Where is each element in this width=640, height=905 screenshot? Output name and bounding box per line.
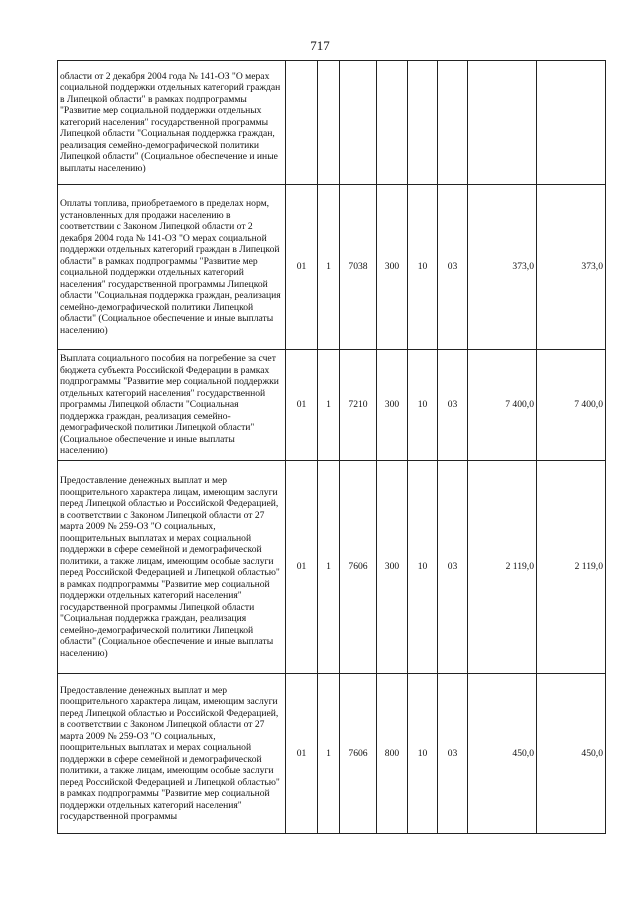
- section-code: [408, 61, 438, 185]
- subprogram-code: 1: [318, 461, 340, 674]
- amount-total-value: 2 119,0: [537, 461, 606, 674]
- direction-code: 7038: [340, 185, 377, 350]
- row-description: Выплата социального пособия на погребение за счет бюджета субъекта Российской Федерации в рамках подпрограммы "Развитие мер социальной поддержки отдельных категорий населения" государственной программы Липецкой области "Социальная поддержка граждан, реализация семейно-демографической политики Липецкой области" (Социальное обеспечение и иные выплаты населению): [58, 350, 286, 461]
- row-description: Предоставление денежных выплат и мер поощрительного характера лицам, имеющим заслуги перед Липецкой областью и Российской Федерацией, в соответствии с Законом Липецкой области от 27 марта 2009 № 259-ОЗ "О социальных, поощрительных выплатах и мерах социальной поддержки в сфере семейной и демографической политики, а также лицам, имеющим особые заслуги перед Российской Федерацией и Липецкой областью" в рамках подпрограммы "Развитие мер социальной поддержки отдельных категорий населения" государственной программы Липецкой области "Социальная поддержка граждан, реализация семейно-демографической политики Липецкой области" (Социальное обеспечение и иные выплаты населению): [58, 461, 286, 674]
- program-code: [286, 61, 318, 185]
- direction-code: 7606: [340, 461, 377, 674]
- program-code: 01: [286, 185, 318, 350]
- table-row: [58, 674, 606, 834]
- program-code: 01: [286, 674, 318, 834]
- amount-value: [468, 61, 537, 185]
- table-row: [58, 185, 606, 350]
- expense-type-code: 800: [377, 674, 408, 834]
- amount-value: 373,0: [468, 185, 537, 350]
- subprogram-code: 1: [318, 350, 340, 461]
- subprogram-code: [318, 61, 340, 185]
- subprogram-code: 1: [318, 674, 340, 834]
- table-row: [58, 461, 606, 674]
- table-body: [58, 61, 606, 834]
- expense-type-code: 300: [377, 350, 408, 461]
- subprogram-code: 1: [318, 185, 340, 350]
- subsection-code: 03: [438, 461, 468, 674]
- subsection-code: 03: [438, 350, 468, 461]
- direction-code: 7210: [340, 350, 377, 461]
- row-description: Оплаты топлива, приобретаемого в пределах норм, установленных для продажи населению в соответствии с Законом Липецкой области от 2 декабря 2004 года № 141-ОЗ "О мерах социальной поддержки отдельных категорий граждан в Липецкой области" в рамках подпрограммы "Развитие мер социальной поддержки отдельных категорий населения" государственной программы Липецкой области "Социальная поддержка граждан, реализация семейно-демографической политики Липецкой области" (Социальное обеспечение и иные выплаты населению): [58, 185, 286, 350]
- page-number: 717: [310, 38, 330, 53]
- table-row: [58, 350, 606, 461]
- section-code: 10: [408, 461, 438, 674]
- amount-total-value: [537, 61, 606, 185]
- section-code: 10: [408, 674, 438, 834]
- amount-total-value: 7 400,0: [537, 350, 606, 461]
- program-code: 01: [286, 461, 318, 674]
- amount-total-value: 450,0: [537, 674, 606, 834]
- row-description: Предоставление денежных выплат и мер поощрительного характера лицам, имеющим заслуги перед Липецкой областью и Российской Федерацией, в соответствии с Законом Липецкой области от 27 марта 2009 № 259-ОЗ "О социальных, поощрительных выплатах и мерах социальной поддержки в сфере семейной и демографической политики, а также лицам, имеющим особые заслуги перед Российской Федерацией и Липецкой областью" в рамках подпрограммы "Развитие мер социальной поддержки отдельных категорий населения" государственной программы: [58, 674, 286, 834]
- amount-total-value: 373,0: [537, 185, 606, 350]
- amount-value: 7 400,0: [468, 350, 537, 461]
- subsection-code: 03: [438, 185, 468, 350]
- amount-value: 450,0: [468, 674, 537, 834]
- table-row: [58, 61, 606, 185]
- direction-code: 7606: [340, 674, 377, 834]
- subsection-code: [438, 61, 468, 185]
- program-code: 01: [286, 350, 318, 461]
- section-code: 10: [408, 350, 438, 461]
- row-description: области от 2 декабря 2004 года № 141-ОЗ "О мерах социальной поддержки отдельных категорий граждан в Липецкой области" в рамках подпрограммы "Развитие мер социальной поддержки отдельных категорий населения" государственной программы Липецкой области "Социальная поддержка граждан, реализация семейно-демографической политики Липецкой области" (Социальное обеспечение и иные выплаты населению): [58, 61, 286, 185]
- direction-code: [340, 61, 377, 185]
- amount-value: 2 119,0: [468, 461, 537, 674]
- expense-type-code: 300: [377, 461, 408, 674]
- expense-type-code: [377, 61, 408, 185]
- budget-table: [57, 60, 606, 834]
- expense-type-code: 300: [377, 185, 408, 350]
- section-code: 10: [408, 185, 438, 350]
- subsection-code: 03: [438, 674, 468, 834]
